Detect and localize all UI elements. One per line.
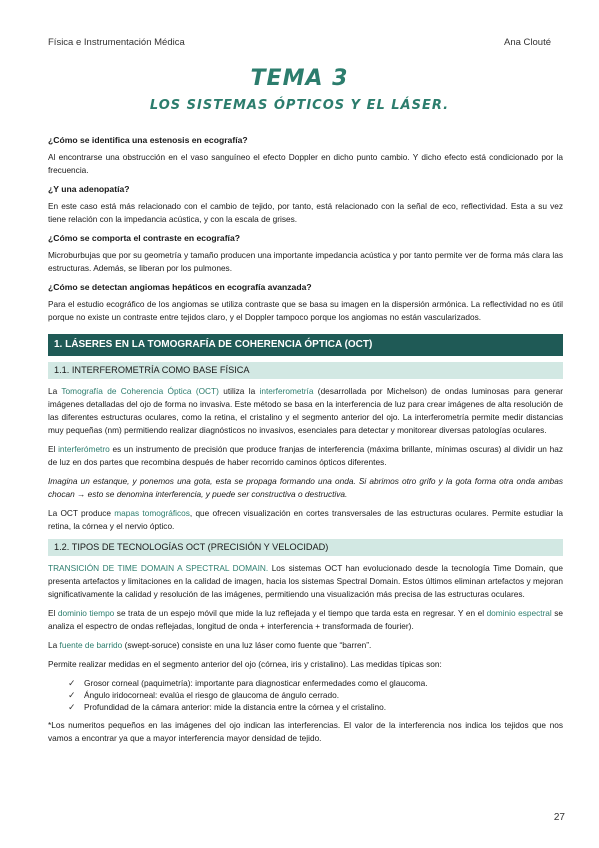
term-transicion: TRANSICIÓN DE TIME DOMAIN A SPECTRAL DOMAIN. xyxy=(48,563,269,573)
subsection-heading-1-1: 1.1. INTERFEROMETRÍA COMO BASE FÍSICA xyxy=(48,362,563,379)
paragraph-fuente-barrido: La fuente de barrido (swept-soruce) consiste en una luz láser como fuente que “barren”. xyxy=(48,640,372,650)
list-item: ✓ Ángulo iridocorneal: evalúa el riesgo de glaucoma de ángulo cerrado. xyxy=(68,690,340,700)
header-course: Física e Instrumentación Médica xyxy=(48,37,185,48)
paragraph-medidas: Permite realizar medidas en el segmento anterior del ojo (córnea, iris y cristalino). Las medidas típicas son: xyxy=(48,659,442,669)
answer-1: Al encontrarse una obstrucción en el vaso sanguíneo el efecto Doppler en dicho punto cambio. Y dicho efecto está condicionado por la frecuencia. xyxy=(48,152,563,175)
paragraph-mapas: La OCT produce mapas tomográficos, que ofrecen visualización en cortes transversales de las estructuras oculares. Permite estudiar la retina, la córnea y el nervio óptico. xyxy=(48,508,563,531)
term-interferometro: interferómetro xyxy=(58,444,110,454)
list-item: ✓ Grosor corneal (paquimetría): importante para diagnosticar enfermedades como el glaucoma. xyxy=(68,678,428,688)
document-body xyxy=(48,134,563,751)
page-number: 27 xyxy=(553,812,565,823)
question-1: ¿Cómo se identifica una estenosis en ecografía? xyxy=(48,135,248,145)
term-dominio-tiempo: dominio tiempo xyxy=(57,608,115,618)
term-dominio-espectral: dominio espectral xyxy=(486,608,552,618)
question-3: ¿Cómo se comporta el contraste en ecografía? xyxy=(48,233,240,243)
list-item: ✓ Profundidad de la cámara anterior: mide la distancia entre la córnea y el cristalino. xyxy=(68,702,387,712)
answer-3: Microburbujas que por su geometría y tamaño producen una importante impedancia acústica y por tanto permite ver de forma más clara las estructuras. Además, se liberan por los pulmones. xyxy=(48,250,563,273)
term-interferometria: interferometría xyxy=(259,386,314,396)
paragraph-oct-intro: La Tomografía de Coherencia Óptica (OCT) utiliza la interferometría (desarrollada por Michelson) de ondas luminosas para generar imágenes detalladas del ojo de forma no invasiva. Este método se basa en la interferencia de luz para crear imágenes de alta resolución de las diferentes estructuras oculares, como la retina, el cristalino y el segmento anterior del ojo. La interferometría permite medir distancias muy pequeñas (nm) permitiendo realizar diagnósticos no invasivos, esenciales para detectar y monitorear diversas patologías oculares. xyxy=(48,386,563,435)
subsection-heading-1-2: 1.2. TIPOS DE TECNOLOGÍAS OCT (PRECISIÓN Y VELOCIDAD) xyxy=(48,539,563,556)
answer-2: En este caso está más relacionado con el cambio de tejido, por tanto, está relacionado con la señal de eco, reflectividad. Esta a su vez tiene relación con la impedancia acústica, y con la escala de grises. xyxy=(48,201,563,224)
answer-4: Para el estudio ecográfico de los angiomas se utiliza contraste que se basa su imagen en la dispersión armónica. La reflectividad no es útil porque no existe un contraste entre tejidos claro, y el Doppler tampoco porque los angiomas no están vascularizados. xyxy=(48,299,563,322)
measurements-checklist xyxy=(48,677,563,713)
checkmark-icon: ✓ xyxy=(68,690,76,700)
checkmark-icon: ✓ xyxy=(68,702,76,712)
term-mapas-tomograficos: mapas tomográficos xyxy=(114,508,190,518)
paragraph-note: *Los numeritos pequeños en las imágenes del ojo indican las interferencias. El valor de la interferencia nos indica los tejidos que nos vamos a encontrar ya que a mayor interferencia mayor densidad de tejido. xyxy=(48,720,563,743)
section-heading-1: 1. LÁSERES EN LA TOMOGRAFÍA DE COHERENCIA ÓPTICA (OCT) xyxy=(48,334,563,356)
paragraph-example-italic: Imagina un estanque, y ponemos una gota, esta se propaga formando una onda. Si abrimos otro grifo y la gota forma otra onda ambas chocan → esto se denomina interferencia, y puede ser constructiva o destructiva. xyxy=(48,476,563,499)
term-fuente-barrido: fuente de barrido xyxy=(59,640,123,650)
page-subtitle: LOS SISTEMAS ÓPTICOS Y EL LÁSER. xyxy=(149,98,450,113)
page-title: TEMA 3 xyxy=(250,66,349,91)
paragraph-dominios: El dominio tiempo se trata de un espejo móvil que mide la luz reflejada y el tiempo que tarda esta en regresar. Y en el dominio espectral se analiza el espectro de ondas reflejadas, longitud de onda + interferencia + transformada de fourier). xyxy=(48,608,564,631)
paragraph-interferometro: El interferómetro es un instrumento de precisión que produce franjas de interferencia (máxima brillante, mínimas oscuras) al dividir un haz de luz en dos partes que recombina después de haber recorrido caminos ópticos diferentes. xyxy=(48,444,563,467)
checkmark-icon: ✓ xyxy=(68,678,76,688)
term-oct: Tomografía de Coherencia Óptica (OCT) xyxy=(61,386,219,396)
header-author: Ana Clouté xyxy=(503,37,551,48)
question-2: ¿Y una adenopatía? xyxy=(48,184,130,194)
question-4: ¿Cómo se detectan angiomas hepáticos en ecografía avanzada? xyxy=(48,282,312,292)
paragraph-transicion: TRANSICIÓN DE TIME DOMAIN A SPECTRAL DOMAIN. Los sistemas OCT han evolucionado desde la tecnología Time Domain, que presenta artefactos y limitaciones en la calidad de imagen, hacia los sistemas Spectral Domain. Estos últimos eliminan artefactos y mejoran significativamente la calidad y resolución de las imágenes, permitiendo una visualización más precisa de las estructuras oculares. xyxy=(48,563,564,599)
